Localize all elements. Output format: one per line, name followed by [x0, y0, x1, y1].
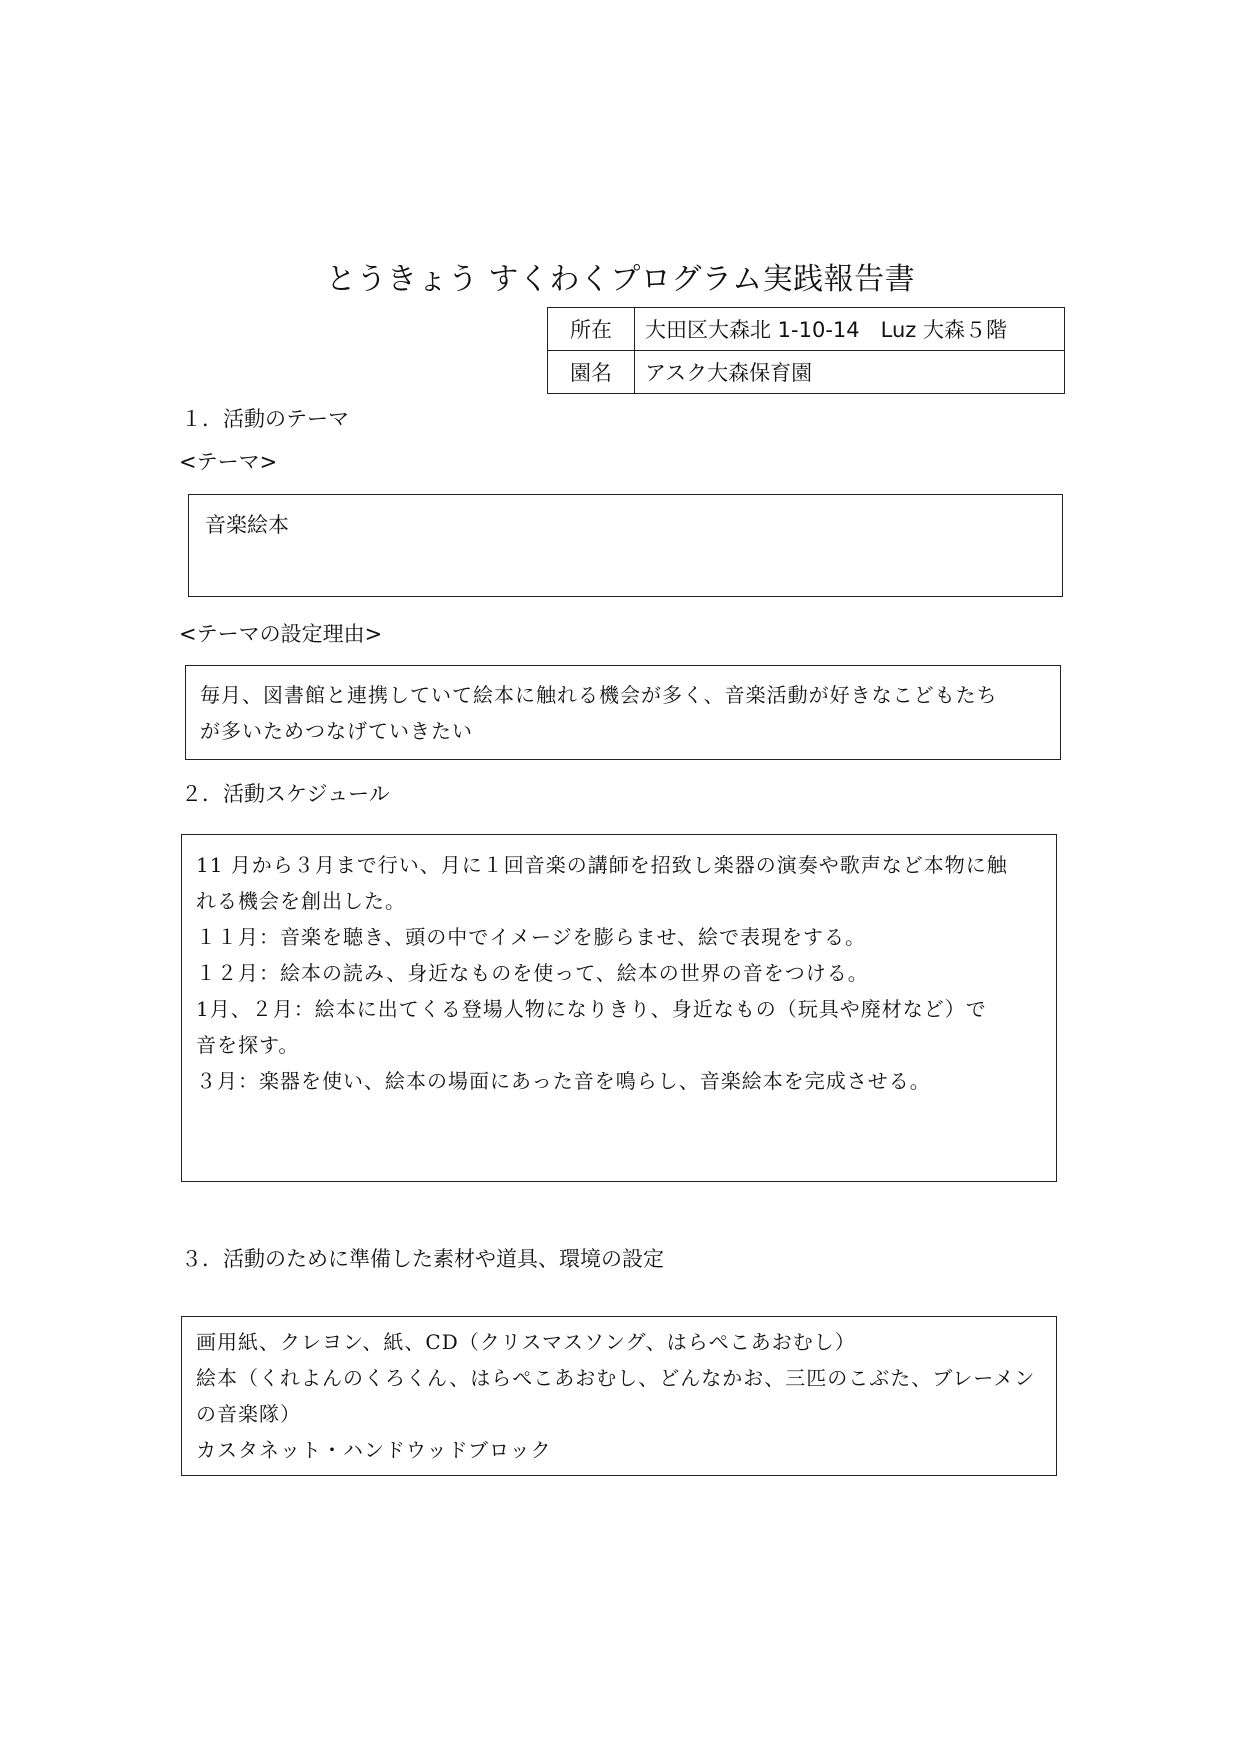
materials-line: カスタネット・ハンドウッドブロック	[196, 1438, 552, 1462]
reason-line: が多いためつなげていきたい	[200, 719, 473, 743]
reason-label: <テーマの設定理由>	[179, 622, 383, 646]
materials-box	[181, 1316, 1057, 1476]
location-label: 所在	[548, 308, 635, 351]
facility-name-label: 園名	[548, 351, 635, 394]
facility-name-value: アスク大森保育園	[635, 351, 1065, 394]
location-value: 大田区大森北 1-10-14 Luz 大森５階	[635, 308, 1065, 351]
page-title: とうきょう すくわくプログラム実践報告書	[325, 262, 916, 297]
schedule-line: １１月：音楽を聴き、頭の中でイメージを膨らませ、絵で表現をする。	[196, 925, 866, 949]
schedule-line: 1月、２月：絵本に出てくる登場人物になりきり、身近なもの（玩具や廃材など）で	[196, 997, 987, 1021]
theme-label: <テーマ>	[179, 450, 278, 474]
schedule-line: １２月：絵本の読み、身近なものを使って、絵本の世界の音をつける。	[196, 961, 869, 985]
reason-box	[185, 665, 1061, 760]
info-row-name	[548, 351, 1065, 394]
schedule-line: 音を探す。	[196, 1033, 300, 1057]
theme-box	[188, 494, 1063, 597]
materials-line: 絵本（くれよんのくろくん、はらぺこあおむし、どんなかお、三匹のこぶた、ブレーメン	[196, 1366, 1036, 1390]
schedule-line: ３月：楽器を使い、絵本の場面にあった音を鳴らし、音楽絵本を完成させる。	[196, 1069, 931, 1093]
info-table	[547, 307, 1065, 394]
schedule-line: れる機会を創出した。	[196, 889, 406, 913]
section2-heading: ２．活動スケジュール	[181, 782, 390, 806]
materials-line: 画用紙、クレヨン、紙、CD（クリスマスソング、はらぺこあおむし）	[196, 1330, 856, 1354]
reason-line: 毎月、図書館と連携していて絵本に触れる機会が多く、音楽活動が好きなこどもたち	[200, 683, 998, 707]
theme-value: 音楽絵本	[205, 513, 289, 537]
schedule-box	[181, 834, 1057, 1182]
schedule-line: 11 月から３月まで行い、月に１回音楽の講師を招致し楽器の演奏や歌声など本物に触	[196, 853, 1008, 877]
info-row-location	[548, 308, 1065, 351]
section3-heading: ３．活動のために準備した素材や道具、環境の設定	[181, 1247, 664, 1271]
materials-line: の音楽隊）	[196, 1402, 301, 1426]
section1-heading: １．活動のテーマ	[181, 407, 349, 431]
